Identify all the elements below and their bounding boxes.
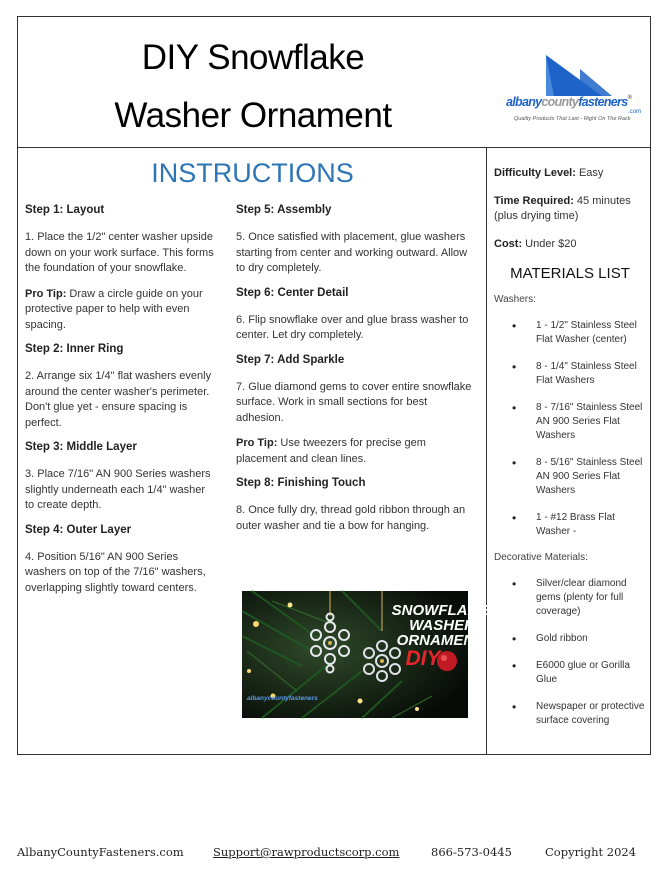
step-title: Step 4: Outer Layer bbox=[25, 523, 132, 536]
footer-copyright: Copyright 2024 bbox=[545, 845, 637, 859]
instructions-column-right bbox=[236, 204, 476, 544]
document-page bbox=[17, 16, 651, 755]
page-footer bbox=[17, 845, 651, 865]
title-line-1: DIY Snowflake bbox=[141, 38, 365, 77]
company-logo bbox=[506, 55, 654, 123]
step-text: 2. Arrange six 1/4" flat washers evenly around the center washer's perimeter. Don't glue yet - ensure spacing is perfect. bbox=[25, 370, 212, 429]
materials-list-heading: MATERIALS LIST bbox=[510, 265, 630, 282]
step-title: Step 2: Inner Ring bbox=[25, 343, 124, 355]
step-text: 1. Place the 1/2" center washer upside down on your work surface. This forms the foundation of your snowflake. bbox=[25, 231, 214, 274]
pro-tip: Pro Tip: Draw a circle guide on your protective paper to help with even spacing. bbox=[25, 287, 203, 331]
step-title: Step 1: Layout bbox=[25, 204, 105, 216]
ornament-photo-image bbox=[242, 591, 489, 718]
cost: Cost: Under $20 bbox=[494, 238, 577, 250]
footer-phone: 866-573-0445 bbox=[431, 845, 512, 859]
instructions-panel bbox=[18, 148, 487, 754]
instructions-heading: INSTRUCTIONS bbox=[151, 158, 354, 188]
list-item: • 8 - 5/16" Stainless Steel AN 900 Series Flat Washers bbox=[494, 456, 646, 498]
page-title bbox=[18, 29, 488, 145]
list-item: • E6000 glue or Gorilla Glue bbox=[494, 659, 646, 687]
step-text: 6. Flip snowflake over and glue brass washer to center. Let dry completely. bbox=[236, 313, 469, 341]
step-title: Step 8: Finishing Touch bbox=[236, 477, 366, 489]
footer-website[interactable]: AlbanyCountyFasteners.com bbox=[17, 845, 184, 859]
step-text: 7. Glue diamond gems to cover entire snowflake surface. Work in small sections for best adhesion. bbox=[236, 380, 472, 424]
pro-tip: Pro Tip: Use tweezers for precise gem placement and clean lines. bbox=[236, 437, 426, 465]
content-area bbox=[18, 148, 650, 754]
info-sidebar bbox=[488, 148, 650, 754]
ornament-photo bbox=[242, 591, 489, 718]
title-line-2: Washer Ornament bbox=[114, 96, 392, 135]
time-required: Time Required: 45 minutes (plus drying time) bbox=[494, 195, 631, 222]
step-text: 8. Once fully dry, thread gold ribbon through an outer washer and tie a bow for hanging. bbox=[236, 504, 466, 532]
list-item: • 8 - 1/4" Stainless Steel Flat Washers bbox=[494, 360, 646, 388]
photo-overlay-line-2: WASHER bbox=[409, 617, 475, 634]
difficulty-level: Difficulty Level: Easy bbox=[494, 167, 604, 179]
step-title: Step 7: Add Sparkle bbox=[236, 353, 345, 366]
step-text: 5. Once satisfied with placement, glue washers starting from center and working outward. Allow to dry completely. bbox=[236, 231, 468, 274]
list-item: • 1 - #12 Brass Flat Washer - bbox=[494, 511, 646, 539]
decorative-materials-list bbox=[494, 577, 646, 728]
step-title: Step 5: Assembly bbox=[236, 204, 332, 216]
list-item: • Silver/clear diamond gems (plenty for full coverage) bbox=[494, 577, 646, 619]
washers-heading: Washers: bbox=[494, 294, 536, 305]
list-item: • Newspaper or protective surface covering bbox=[494, 700, 646, 728]
footer-email-link[interactable]: Support@rawproductscorp.com bbox=[213, 845, 400, 859]
logo-tagline: Quality Products That Last - Right On The Rack bbox=[514, 116, 631, 122]
sail-logo-icon bbox=[544, 55, 614, 97]
list-item: • 8 - 7/16" Stainless Steel AN 900 Series Flat Washers bbox=[494, 401, 646, 443]
logo-wordmark: albanycountyfasteners® bbox=[506, 95, 632, 109]
decorative-materials-heading: Decorative Materials: bbox=[494, 552, 588, 563]
step-text: 4. Position 5/16" AN 900 Series washers on top of the 7/16" washers, overlapping slightly toward centers. bbox=[25, 550, 206, 594]
step-title: Step 6: Center Detail bbox=[236, 286, 349, 299]
header bbox=[18, 17, 650, 148]
logo-domain: .com bbox=[628, 109, 642, 115]
photo-overlay-line-4: DIY bbox=[405, 647, 441, 670]
photo-overlay-line-1: SNOWFLAKE bbox=[391, 602, 489, 619]
photo-overlay-line-3: ORNAMENT bbox=[396, 632, 484, 649]
list-item: • 1 - 1/2" Stainless Steel Flat Washer (center) bbox=[494, 319, 646, 347]
washers-list bbox=[494, 319, 646, 539]
list-item: • Gold ribbon bbox=[494, 632, 646, 646]
photo-watermark: albanycountyfasteners bbox=[247, 695, 318, 702]
instructions-column-left bbox=[25, 204, 217, 606]
step-text: 3. Place 7/16" AN 900 Series washers slightly underneath each 1/4" washer to create depth. bbox=[25, 468, 211, 511]
step-title: Step 3: Middle Layer bbox=[25, 441, 137, 453]
